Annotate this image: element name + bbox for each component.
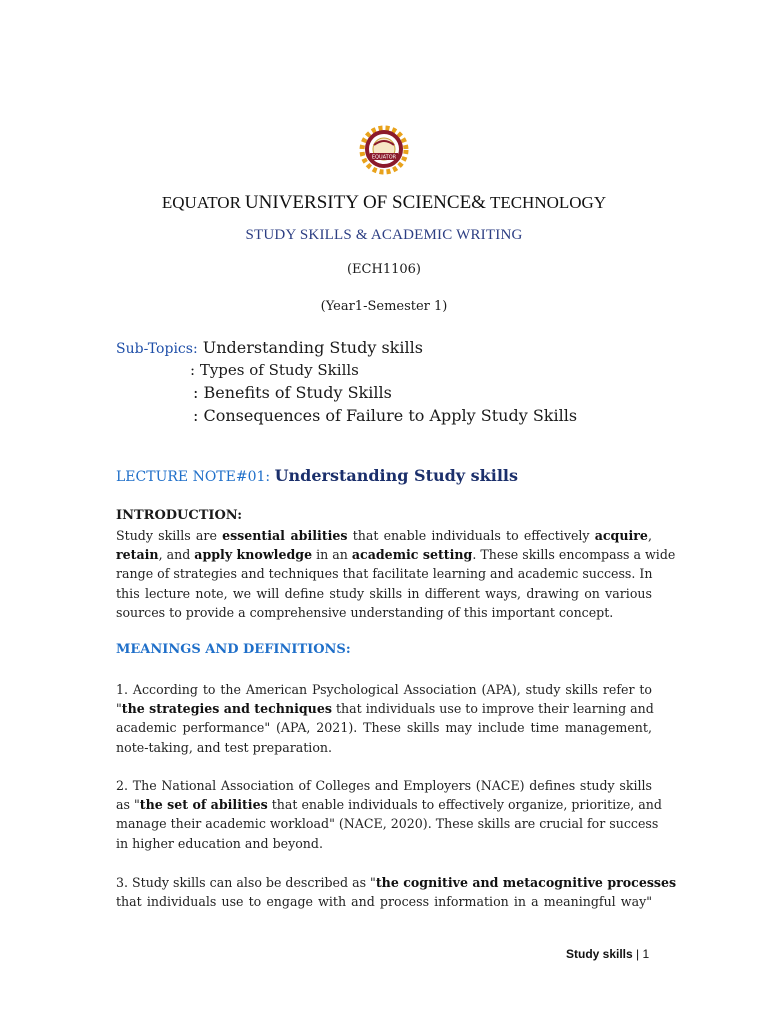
paragraph-line: note-taking, and test preparation. bbox=[116, 739, 333, 755]
course-code: (ECH1106) bbox=[346, 262, 421, 277]
introduction-heading: INTRODUCTION: bbox=[116, 508, 243, 523]
page-number: 1 bbox=[642, 947, 650, 961]
paragraph-line: 3. Study skills can also be described as "the cognitive and metacognitive processes bbox=[116, 875, 677, 890]
footer-separator: | bbox=[636, 947, 640, 961]
paragraph-line: manage their academic workload" (NACE, 2020). These skills are crucial for success bbox=[116, 816, 659, 832]
definition-3 bbox=[116, 873, 677, 911]
introduction-paragraph bbox=[116, 526, 676, 622]
paragraph-line: "the strategies and techniques that individuals use to improve their learning and bbox=[116, 701, 654, 717]
lecture-heading bbox=[116, 466, 518, 485]
paragraph-line: that individuals use to engage with and process information in a meaningful way" bbox=[116, 894, 652, 910]
meanings-heading: MEANINGS AND DEFINITIONS: bbox=[116, 642, 351, 657]
paragraph-line: in higher education and beyond. bbox=[116, 835, 323, 851]
subtopic-item: : Types of Study Skills bbox=[190, 361, 359, 379]
lecture-title: Understanding Study skills bbox=[274, 466, 518, 485]
subtopics-row-1 bbox=[116, 338, 423, 357]
definition-1 bbox=[116, 680, 652, 757]
paragraph-line: 2. The National Association of Colleges and Employers (NACE) defines study skills bbox=[116, 778, 652, 793]
paragraph-line: retain, and apply knowledge in an academic setting. These skills encompass a wide bbox=[116, 547, 676, 563]
paragraph-line: 1. According to the American Psychological Association (APA), study skills refer to bbox=[116, 682, 652, 697]
paragraph-line: sources to provide a comprehensive understanding of this important concept. bbox=[116, 604, 614, 620]
paragraph-line: range of strategies and techniques that facilitate learning and academic success. In bbox=[116, 566, 653, 582]
subtopic-item: : Benefits of Study Skills bbox=[193, 383, 392, 402]
subtopic-item: Understanding Study skills bbox=[202, 338, 423, 357]
year-semester: (Year1-Semester 1) bbox=[320, 299, 448, 314]
subtopics-label: Sub-Topics: bbox=[116, 341, 198, 357]
uni-title-word3: TECHNOLOGY bbox=[489, 193, 607, 212]
uni-title-word2: UNIVERSITY OF SCIENCE& bbox=[244, 192, 486, 213]
page-footer bbox=[566, 947, 649, 961]
subtopic-item: : Consequences of Failure to Apply Study Skills bbox=[193, 406, 578, 425]
university-logo bbox=[350, 123, 418, 177]
paragraph-line: Study skills are essential abilities that enable individuals to effectively acquire, bbox=[116, 528, 652, 543]
uni-title-word1: EQUATOR bbox=[161, 193, 241, 212]
lecture-label: LECTURE NOTE#01: bbox=[116, 469, 271, 485]
paragraph-line: as "the set of abilities that enable individuals to effectively organize, prioritize, and bbox=[116, 797, 662, 813]
paragraph-line: academic performance" (APA, 2021). These skills may include time management, bbox=[116, 720, 652, 736]
definition-2 bbox=[116, 776, 662, 853]
paragraph-line: this lecture note, we will define study skills in different ways, drawing on various bbox=[116, 585, 652, 601]
footer-label: Study skills bbox=[566, 947, 633, 961]
svg-text:EQUATOR: EQUATOR bbox=[371, 154, 397, 161]
course-title: STUDY SKILLS & ACADEMIC WRITING bbox=[245, 227, 523, 243]
university-title bbox=[0, 192, 768, 214]
